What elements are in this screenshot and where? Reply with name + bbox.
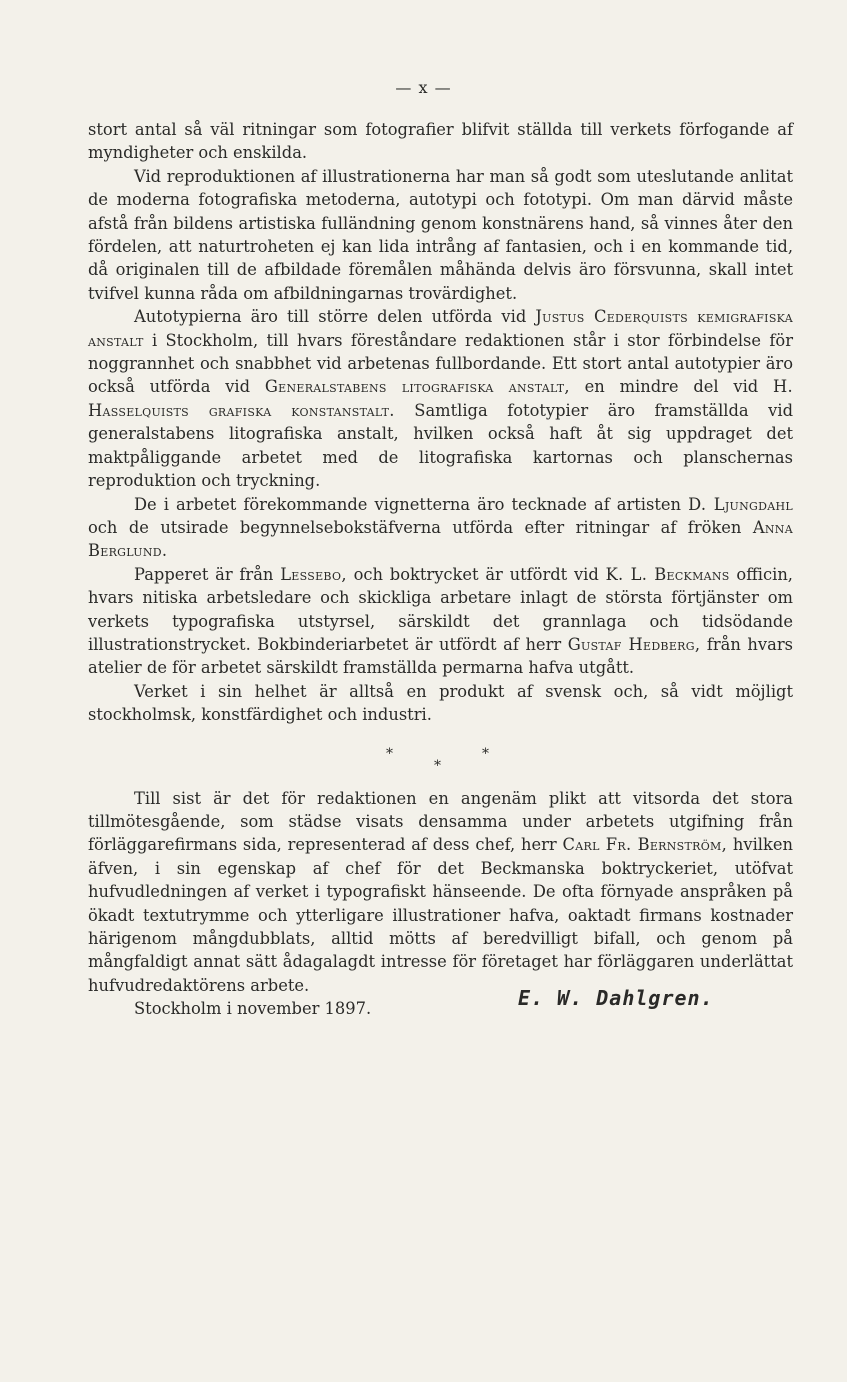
- text-run: Papperet är från: [134, 564, 274, 584]
- paragraph-paper-printing: [88, 563, 793, 680]
- paragraph-autotypes: [88, 305, 793, 492]
- firm-name: K. L. Beckmans: [605, 564, 730, 584]
- paragraph-vignettes: [88, 493, 793, 563]
- text-run: Samtliga fototypier äro framställda vid generalstabens litografiska anstalt, hvilken också haft åt sig uppdraget det maktpåliggande arbetet med de litografiska kartornas och planschernas reproduktion och tryckning.: [88, 400, 793, 491]
- firm-name: H. Hasselquists grafiska konstanstalt.: [88, 377, 794, 420]
- person-name: Gustaf Hedberg,: [567, 634, 701, 654]
- page-number: — x —: [395, 78, 452, 97]
- paragraph-acknowledgement: [88, 787, 793, 998]
- firm-name: Justus Cederquists kemigrafiska anstalt: [88, 307, 793, 350]
- text-run: Till sist är det för redaktionen en angenäm plikt att vitsorda det stora tillmötesgående, som städse visats densamma under arbetets utgifning från förläggarefirmans sida, representerad af dess chef, herr: [88, 788, 793, 855]
- asterisk-icon: *: [434, 757, 441, 774]
- person-name: D. Ljungdahl: [688, 494, 793, 514]
- paragraph-summary: Verket i sin helhet är alltså en produkt af svensk och, så vidt möjligt stockholmsk, konstfärdighet och industri.: [88, 681, 793, 725]
- text-run: De i arbetet förekommande vignetterna äro tecknade af artisten: [134, 494, 682, 514]
- text-run: från hvars atelier de för arbetet särskildt framställda permarna hafva utgått.: [88, 634, 793, 678]
- text-run: i Stockholm, till hvars föreståndare redaktionen står i stor förbindelse för noggrannhet och snabbhet vid arbetenas fullbordande. Ett stort antal autotypier äro också utförda vid: [88, 330, 793, 397]
- paragraph-continuation: stort antal så väl ritningar som fotografier blifvit ställda till verkets förfogande af myndigheter och enskilda.: [88, 120, 793, 163]
- firm-name: Generalstabens litografiska anstalt,: [264, 377, 570, 397]
- asterisk-icon: *: [482, 745, 489, 762]
- text-run: och de utsirade begynnelsebokstäfverna utförda efter ritningar af fröken: [88, 517, 742, 537]
- text-run: officin, hvars nitiska arbetsledare och skickliga arbetare inlagt de största förtjänster om verkets typografiska utstyrsel, särskildt det grannlaga och tidsödande illustrationstrycket. Bokbinderiarbetet är utfördt af herr: [88, 564, 793, 654]
- asterism-ornament: [88, 741, 793, 781]
- firm-name: Lessebo,: [280, 564, 347, 584]
- dateline: Stockholm i november 1897.: [134, 999, 372, 1019]
- asterisk-icon: *: [386, 745, 393, 762]
- text-run: en mindre del vid: [584, 377, 759, 397]
- body-text: [88, 118, 793, 1021]
- author-signature: E. W. Dahlgren.: [518, 986, 714, 1010]
- text-run: Autotypierna äro till större delen utförda vid: [134, 307, 527, 327]
- text-run: hvilken äfven, i sin egenskap af chef för det Beckmanska boktryckeriet, utöfvat hufvudledningen af verket i typografiskt hänseende. De ofta förnyade anspråken på ökadt textutrymme och ytterligare illustrationer hafva, oaktadt firmans kostnader härigenom mångdubblats, alltid mötts af beredvilligt bifall, och genom på mångfaldigt annat sätt ådagalagdt intresse för företaget har förläggaren underlättat hufvudredaktörens arbete.: [88, 835, 793, 995]
- person-name: Carl Fr. Bernström,: [562, 835, 728, 855]
- text-run: och boktrycket är utfördt vid: [353, 564, 599, 584]
- paragraph-reproduction: Vid reproduktionen af illustrationerna har man så godt som uteslutande anlitat de moderna fotografiska metoderna, autotypi och fototypi. Om man därvid måste afstå från bildens artistiska fulländning genom konstnärens hand, så vinnes åter den fördelen, att naturtroheten ej kan lida intrång af fantasien, och i en kommande tid, då originalen till de afbildade föremålen måhända delvis äro försvunna, skall intet tvifvel kunna råda om afbildningarnas trovärdighet.: [88, 166, 793, 303]
- person-name: Anna Berglund.: [88, 517, 793, 561]
